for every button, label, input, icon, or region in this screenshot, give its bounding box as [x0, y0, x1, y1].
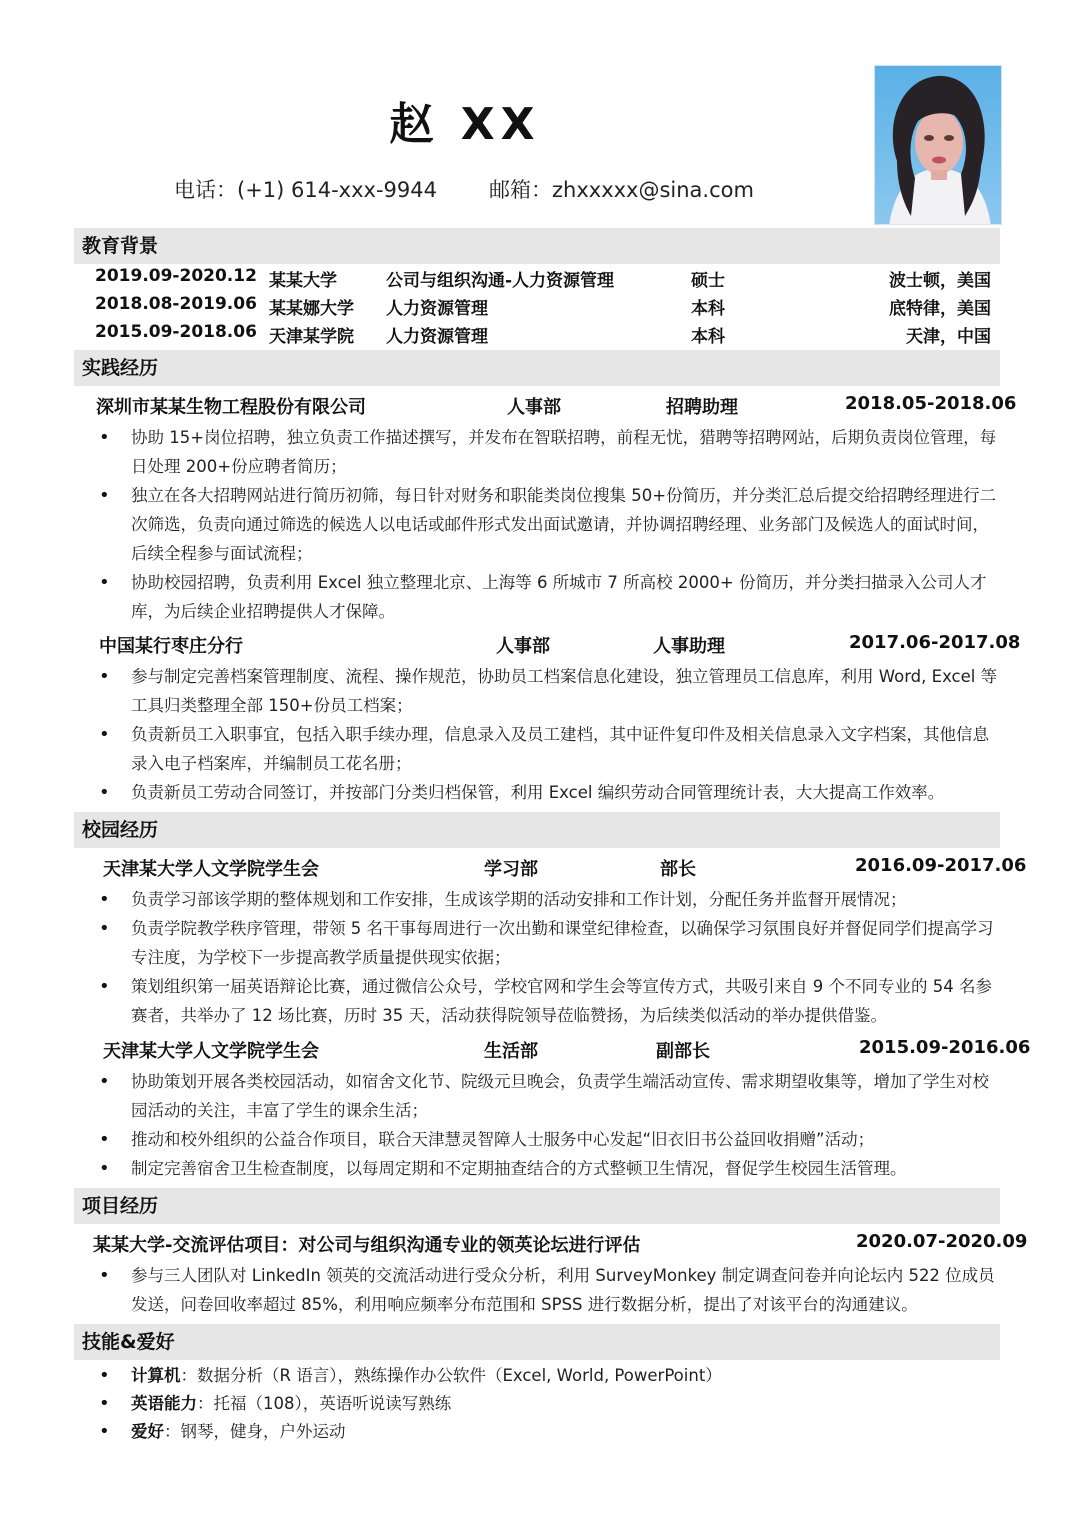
- experience-header: [96, 393, 1016, 423]
- campus-date: 2015.09-2016.06: [859, 1037, 1031, 1058]
- campus-bullet: • 负责学习部该学期的整体规划和工作安排，生成该学期的活动安排和工作计划，分配任务并监督开展情况；: [131, 885, 1005, 914]
- education-row: [95, 266, 995, 294]
- section-campus-header: 校园经历: [74, 812, 1000, 848]
- project-title: 某某大学-交流评估项目：对公司与组织沟通专业的领英论坛进行评估: [93, 1235, 641, 1256]
- education-degree: 本科: [691, 299, 725, 319]
- education-location: 波士顿，美国: [889, 271, 991, 291]
- skill-label: 英语能力: [131, 1394, 197, 1413]
- skill-label: 计算机: [131, 1366, 181, 1385]
- campus-org: 天津某大学人文学院学生会: [103, 859, 319, 880]
- education-school: 某某娜大学: [269, 299, 354, 319]
- section-practice-header: 实践经历: [74, 350, 1000, 386]
- campus-header: [103, 1037, 1031, 1067]
- profile-photo: [874, 65, 1002, 225]
- experience-header: [99, 632, 1019, 662]
- experience-bullet: • 独立在各大招聘网站进行简历初筛，每日针对财务和职能类岗位搜集 50+份简历，并分类汇总后提交给招聘经理进行二次筛选，负责向通过筛选的候选人以电话或邮件形式发出面试邀请，并协调招聘经理、业务部门及候选人的面试时间，后续全程参与面试流程；: [131, 481, 1005, 568]
- experience-org: 深圳市某某生物工程股份有限公司: [96, 397, 366, 418]
- email-address: 邮箱：zhxxxxx@sina.com: [489, 178, 754, 202]
- experience-bullet: • 协助 15+岗位招聘，独立负责工作描述撰写，并发布在智联招聘，前程无忧，猎聘等招聘网站，后期负责岗位管理，每日处理 200+份应聘者简历；: [131, 423, 1005, 481]
- project-header: [93, 1231, 1028, 1261]
- education-row: [95, 294, 995, 322]
- experience-role: 招聘助理: [666, 397, 738, 418]
- experience-bullet: • 负责新员工入职事宜，包括入职手续办理，信息录入及员工建档，其中证件复印件及相关信息录入文字档案，其他信息录入电子档案库，并编制员工花名册；: [131, 720, 1005, 778]
- campus-bullet: • 推动和校外组织的公益合作项目，联合天津慧灵智障人士服务中心发起“旧衣旧书公益回收捐赠”活动；: [131, 1125, 1005, 1154]
- skill-item: [131, 1418, 991, 1446]
- campus-role: 部长: [660, 859, 696, 880]
- experience-dept: 人事部: [507, 397, 561, 418]
- skill-item: [131, 1362, 991, 1390]
- education-location: 底特律，美国: [889, 299, 991, 319]
- experience-date: 2017.06-2017.08: [849, 632, 1021, 653]
- education-degree: 硕士: [691, 271, 725, 291]
- education-date: 2015.09-2018.06: [95, 322, 257, 342]
- campus-bullet: • 协助策划开展各类校园活动，如宿舍文化节、院级元旦晚会，负责学生端活动宣传、需求期望收集等，增加了学生对校园活动的关注，丰富了学生的课余生活；: [131, 1067, 1005, 1125]
- experience-role: 人事助理: [653, 636, 725, 657]
- education-degree: 本科: [691, 327, 725, 347]
- education-date: 2019.09-2020.12: [95, 266, 257, 286]
- skill-text: ：托福（108），英语听说读写熟练: [197, 1394, 452, 1413]
- education-major: 人力资源管理: [386, 299, 488, 319]
- experience-bullet: • 参与制定完善档案管理制度、流程、操作规范，协助员工档案信息化建设，独立管理员工信息库，利用 Word, Excel 等工具归类整理全部 150+份员工档案；: [131, 662, 1005, 720]
- project-bullet: • 参与三人团队对 LinkedIn 领英的交流活动进行受众分析，利用 SurveyMonkey 制定调查问卷并向论坛内 522 位成员发送，问卷回收率超过 85%，利用响应频率分布范围和 SPSS 进行数据分析，提出了对该平台的沟通建议。: [131, 1261, 1005, 1319]
- section-education-header: 教育背景: [74, 228, 1000, 264]
- experience-bullet: • 协助校园招聘，负责利用 Excel 独立整理北京、上海等 6 所城市 7 所高校 2000+ 份简历，并分类扫描录入公司人才库，为后续企业招聘提供人才保障。: [131, 568, 1005, 626]
- education-date: 2018.08-2019.06: [95, 294, 257, 314]
- portrait-image: [875, 66, 1002, 225]
- education-location: 天津，中国: [906, 327, 991, 347]
- campus-bullet: • 策划组织第一届英语辩论比赛，通过微信公众号，学校官网和学生会等宣传方式，共吸引来自 9 个不同专业的 54 名参赛者，共举办了 12 场比赛，历时 35 天，活动获得院领导莅临赞扬，为后续类似活动的举办提供借鉴。: [131, 972, 1005, 1030]
- skill-text: ：数据分析（R 语言），熟练操作办公软件（Excel, World, PowerPoint）: [180, 1366, 722, 1385]
- experience-dept: 人事部: [496, 636, 550, 657]
- campus-bullet: • 负责学院教学秩序管理，带领 5 名干事每周进行一次出勤和课堂纪律检查，以确保学习氛围良好并督促同学们提高学习专注度，为学校下一步提高教学质量提供现实依据；: [131, 914, 1005, 972]
- skill-text: ：钢琴，健身，户外运动: [164, 1422, 346, 1441]
- education-major: 人力资源管理: [386, 327, 488, 347]
- project-date: 2020.07-2020.09: [856, 1231, 1028, 1252]
- experience-bullet: • 负责新员工劳动合同签订，并按部门分类归档保管，利用 Excel 编织劳动合同管理统计表，大大提高工作效率。: [131, 778, 1005, 807]
- section-skills-header: 技能&爱好: [74, 1324, 1000, 1360]
- campus-dept: 生活部: [484, 1041, 538, 1062]
- campus-org: 天津某大学人文学院学生会: [103, 1041, 319, 1062]
- skill-label: 爱好: [131, 1422, 164, 1441]
- campus-header: [103, 855, 1027, 885]
- education-school: 某某大学: [269, 271, 337, 291]
- candidate-name: 赵 XX: [389, 99, 541, 150]
- education-school: 天津某学院: [269, 327, 354, 347]
- education-row: [95, 322, 995, 350]
- section-project-header: 项目经历: [74, 1188, 1000, 1224]
- campus-dept: 学习部: [484, 859, 538, 880]
- skill-item: [131, 1390, 991, 1418]
- experience-date: 2018.05-2018.06: [845, 393, 1017, 414]
- education-major: 公司与组织沟通-人力资源管理: [386, 271, 615, 291]
- phone-number: 电话：(+1) 614-xxx-9944: [174, 178, 437, 202]
- experience-org: 中国某行枣庄分行: [99, 636, 243, 657]
- campus-date: 2016.09-2017.06: [855, 855, 1027, 876]
- campus-bullet: • 制定完善宿舍卫生检查制度，以每周定期和不定期抽查结合的方式整顿卫生情况，督促学生校园生活管理。: [131, 1154, 1005, 1183]
- campus-role: 副部长: [656, 1041, 710, 1062]
